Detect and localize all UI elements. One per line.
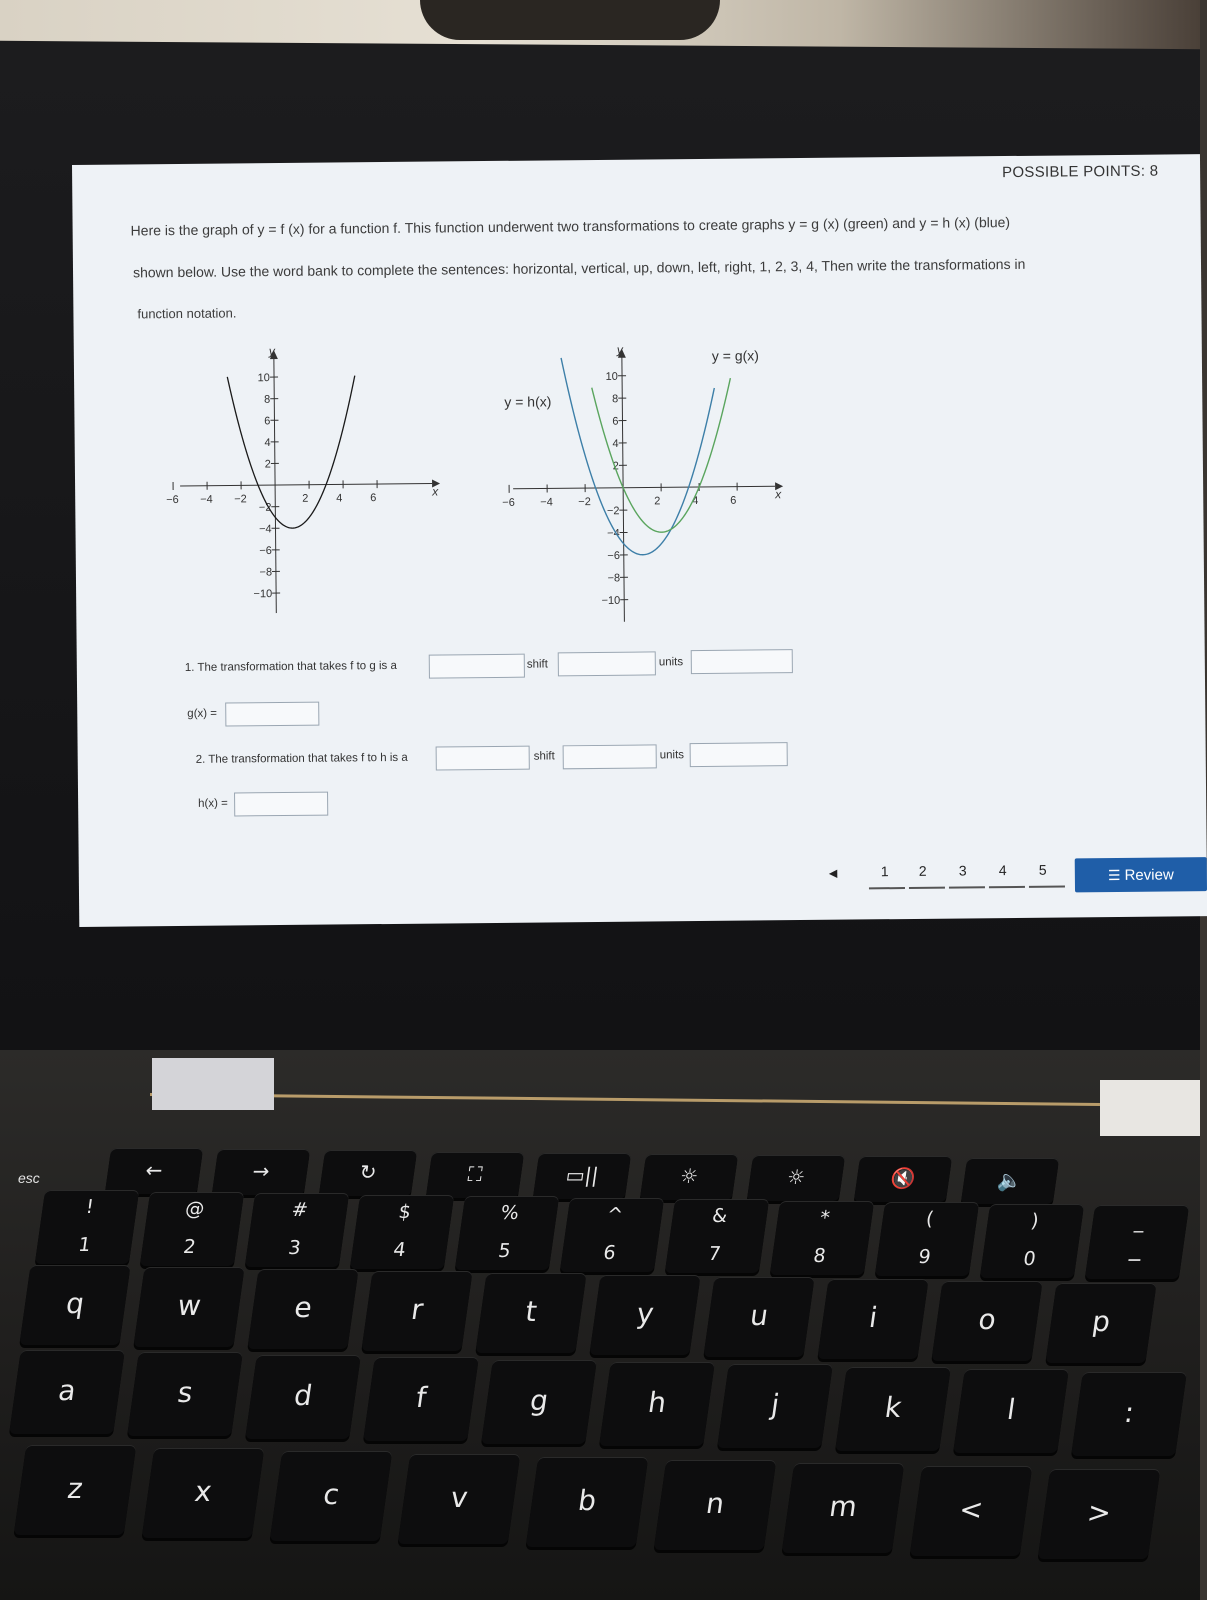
review-button[interactable]	[1075, 857, 1207, 892]
page-1-underline	[869, 887, 905, 889]
function-key-4-label: ⛶	[466, 1161, 484, 1186]
number-key-5[interactable]	[455, 1196, 559, 1270]
graph-f-x-tick-label: 6	[370, 492, 377, 505]
page-2[interactable]: 2	[918, 862, 927, 879]
graph-f-y-tick-label: −8	[259, 566, 273, 579]
graph-f-y-tick-label: 6	[264, 415, 271, 428]
graph-gh-x-tick-label: 2	[654, 495, 661, 508]
part2-shift-label: shift	[533, 750, 555, 763]
function-key-9[interactable]	[961, 1158, 1059, 1204]
laptop-screen	[72, 154, 1207, 927]
key-n-label: n	[704, 1486, 727, 1520]
number-key-3-label: 3	[286, 1237, 303, 1259]
number-key-5-label: 5	[496, 1240, 513, 1262]
graph-f-y-tick-label: −6	[259, 544, 272, 558]
part1-function-label: g(x) =	[187, 707, 218, 720]
key-comma-label: <	[957, 1492, 986, 1526]
number-key-7-label: 7	[706, 1243, 723, 1265]
key-i[interactable]	[817, 1279, 928, 1359]
page-4[interactable]: 4	[998, 862, 1007, 879]
function-key-7[interactable]	[747, 1155, 845, 1201]
function-key-4[interactable]	[426, 1152, 524, 1198]
key-o-label: o	[976, 1302, 999, 1336]
key-t[interactable]	[475, 1273, 586, 1353]
key-x-label: x	[192, 1474, 214, 1508]
number-key-0[interactable]	[980, 1204, 1084, 1278]
graph-f	[166, 343, 442, 636]
key-a[interactable]	[9, 1350, 125, 1434]
number-key-7-label: &	[710, 1205, 729, 1227]
key-j-label: j	[769, 1388, 782, 1422]
key-y-label: y	[634, 1296, 656, 1330]
graph-f-y-tick-label: 4	[264, 436, 271, 449]
graph-f-x-tick-label: 4	[336, 492, 343, 505]
part1-type-input[interactable]	[429, 654, 525, 679]
key-j[interactable]	[717, 1364, 833, 1448]
question-line-1: Here is the graph of y = f (x) for a function f. This function underwent two transformations to create graphs y = g (x) (green) and y = h (x) (blue)	[130, 213, 1011, 239]
key-c[interactable]	[270, 1451, 393, 1541]
key-period[interactable]	[1038, 1469, 1161, 1559]
number-key-9[interactable]	[875, 1202, 979, 1276]
function-key-5-label: ▭||	[564, 1162, 601, 1187]
label-g: y = g(x)	[711, 347, 760, 364]
graph-f-x-tick-label: −2	[234, 493, 247, 506]
graph-gh-x-tick-label: 6	[730, 494, 737, 507]
page-2-underline	[909, 887, 945, 889]
number-key-8-label: 8	[811, 1244, 828, 1267]
key-n[interactable]	[654, 1460, 777, 1550]
key-comma[interactable]	[910, 1466, 1033, 1556]
number-key-1[interactable]	[35, 1190, 139, 1264]
number-key-8-label: *	[818, 1206, 832, 1229]
background-lamp	[420, 0, 720, 40]
part1-direction-input[interactable]	[691, 649, 793, 674]
graph-gh-y-tick-label: 8	[612, 393, 619, 406]
graph-f-x-tick-label: −6	[166, 493, 179, 507]
key-h-label: h	[646, 1385, 669, 1419]
number-key-5-label: %	[499, 1202, 521, 1224]
question-line-3: function notation.	[137, 305, 237, 322]
key-z-label: z	[65, 1471, 85, 1505]
graph-gh-y-tick-label: −10	[601, 594, 621, 607]
key-period-label: >	[1085, 1495, 1114, 1529]
function-key-8[interactable]	[854, 1156, 952, 1202]
key-s-label: s	[175, 1376, 195, 1410]
page-3[interactable]: 3	[958, 862, 967, 879]
part2-function-label: h(x) =	[198, 797, 228, 810]
key-g-label: g	[528, 1383, 551, 1417]
graph-f-x-tick-label: −4	[200, 493, 213, 506]
key-l-label: l	[1005, 1393, 1018, 1427]
number-key-2-label: @	[183, 1197, 206, 1220]
function-key-9-label: 🔈	[996, 1167, 1025, 1192]
graph-gh-y-tick-label: 2	[612, 460, 619, 473]
key-o[interactable]	[931, 1281, 1042, 1361]
key-i-label: i	[867, 1300, 880, 1334]
key-d[interactable]	[245, 1355, 361, 1439]
key-t-label: t	[523, 1294, 540, 1328]
key-p-label: p	[1090, 1304, 1113, 1338]
key-w[interactable]	[133, 1267, 244, 1347]
number-key-2-label: 2	[181, 1235, 198, 1258]
graph-gh-y-tick-label: −4	[607, 527, 620, 540]
number-key-6-label: 6	[601, 1241, 618, 1264]
key-s[interactable]	[127, 1352, 243, 1436]
key-u[interactable]	[703, 1277, 814, 1357]
graph-gh-x-tick-label: −6	[502, 496, 515, 509]
part1-sentence: 1. The transformation that takes f to g is a	[184, 659, 397, 674]
key-z[interactable]	[14, 1445, 137, 1535]
key-e-label: e	[292, 1290, 315, 1324]
graph-f-y-tick-label: −4	[259, 523, 272, 536]
page-4-underline	[989, 886, 1025, 888]
key-v-label: v	[448, 1480, 470, 1514]
graph-f-curve	[227, 376, 356, 529]
review-label: Review	[1124, 865, 1174, 884]
possible-points: POSSIBLE POINTS: 8	[1002, 162, 1159, 182]
graph-f-y-tick-label: −10	[253, 588, 273, 601]
part2-direction-input[interactable]	[690, 742, 788, 767]
number-key-6[interactable]	[560, 1198, 664, 1272]
graph-gh-x-tick-label: −4	[540, 496, 553, 509]
key-q[interactable]	[19, 1265, 130, 1345]
function-key-8-label: 🔇	[889, 1166, 918, 1191]
number-key-0-label: )	[1029, 1209, 1041, 1232]
part1-shift-label: shift	[526, 658, 548, 671]
number-key-9-label: 9	[916, 1246, 933, 1268]
graph-f-y-label: y	[268, 344, 275, 359]
key-p[interactable]	[1045, 1283, 1156, 1363]
graph-g-h	[502, 340, 805, 643]
key-r[interactable]	[361, 1271, 472, 1351]
function-key-5[interactable]	[533, 1153, 631, 1199]
number-key-0-label: 0	[1021, 1247, 1038, 1270]
part2-type-input[interactable]	[436, 746, 530, 771]
key-m-label: m	[827, 1489, 860, 1523]
number-key-−-label: −	[1124, 1249, 1144, 1271]
key-q-label: q	[64, 1286, 87, 1320]
number-key-4-label: 4	[391, 1238, 408, 1261]
function-key-2-label: →	[251, 1158, 272, 1183]
key-colon[interactable]	[1071, 1372, 1187, 1456]
graph-f-y-tick-label: 2	[264, 458, 271, 471]
function-key-3[interactable]	[319, 1150, 417, 1196]
page-3-underline	[949, 886, 985, 888]
graph-gh-x-tick-label: −2	[578, 496, 591, 509]
part1-units-label: units	[658, 656, 684, 669]
graph-gh-axes	[512, 347, 785, 623]
key-r-label: r	[409, 1292, 426, 1326]
label-h: y = h(x)	[504, 393, 552, 410]
key-b-label: b	[576, 1483, 599, 1517]
key-d-label: d	[292, 1378, 315, 1412]
number-key-3-label: #	[290, 1199, 310, 1221]
page-1[interactable]: 1	[880, 863, 889, 880]
question-line-2: shown below. Use the word bank to complete the sentences: horizontal, vertical, up, down, left, right, 1, 2, 3, 4, Then write the transformations in	[132, 255, 1026, 281]
key-f[interactable]	[363, 1357, 479, 1441]
right-sticker	[1100, 1080, 1200, 1136]
number-key-4[interactable]	[350, 1195, 454, 1269]
key-e[interactable]	[247, 1269, 358, 1349]
graph-gh-y-tick-label: 6	[612, 415, 619, 428]
key-c-label: c	[321, 1477, 342, 1511]
graph-f-y-tick-label: 10	[257, 372, 270, 385]
key-g[interactable]	[481, 1360, 597, 1444]
key-colon-label: :	[1122, 1395, 1137, 1429]
function-key-2[interactable]	[212, 1149, 310, 1195]
key-y[interactable]	[589, 1275, 700, 1355]
part2-sentence: 2. The transformation that takes f to h is a	[195, 751, 408, 766]
graph-gh-x-axis	[513, 486, 775, 489]
function-key-1-label: ←	[144, 1157, 165, 1182]
graph-gh-x-label: x	[775, 487, 782, 502]
triangle-left-icon[interactable]: ◀	[828, 867, 838, 880]
key-b[interactable]	[526, 1457, 649, 1547]
key-u-label: u	[748, 1298, 771, 1332]
number-key-9-label: (	[924, 1208, 936, 1230]
key-w-label: w	[175, 1288, 204, 1322]
review-list-icon: ☰	[1107, 866, 1121, 883]
key-h[interactable]	[599, 1362, 715, 1446]
number-key-7[interactable]	[665, 1199, 769, 1273]
number-key-3[interactable]	[245, 1193, 349, 1267]
number-key-1-label: 1	[76, 1234, 93, 1256]
key-v[interactable]	[398, 1454, 521, 1544]
part1-notation-input[interactable]	[225, 702, 319, 727]
function-key-1[interactable]	[105, 1148, 203, 1194]
graph-gh-y-tick-label: 4	[612, 437, 619, 451]
part2-units-label: units	[659, 749, 685, 762]
graph-gh-y-tick-label: 10	[605, 370, 618, 383]
number-key-−[interactable]	[1085, 1205, 1189, 1279]
function-key-6-label: ☼	[678, 1163, 700, 1188]
number-key-6-label: ^	[605, 1203, 625, 1226]
function-key-6[interactable]	[640, 1154, 738, 1200]
graph-f-x-label: x	[432, 484, 439, 499]
left-sticker	[152, 1058, 274, 1110]
part1-amount-input[interactable]	[558, 651, 656, 676]
graph-f-x-tick-label: 2	[302, 492, 309, 505]
key-m[interactable]	[782, 1463, 905, 1553]
key-l[interactable]	[953, 1369, 1069, 1453]
key-f-label: f	[413, 1381, 429, 1415]
esc-key-label: esc	[18, 1170, 40, 1186]
number-key-2[interactable]	[140, 1192, 244, 1266]
graph-gh-y-tick-label: −6	[607, 549, 620, 563]
graph-gh-x-tick-label: 4	[692, 495, 699, 508]
part2-notation-input[interactable]	[234, 792, 328, 817]
key-k[interactable]	[835, 1367, 951, 1451]
function-key-7-label: ☼	[785, 1164, 807, 1189]
graph-f-y-tick-label: 8	[264, 393, 271, 406]
graph-f-x-axis	[180, 484, 432, 486]
page-5-underline	[1029, 886, 1065, 888]
graph-f-axes	[179, 348, 442, 613]
function-key-3-label: ↻	[358, 1160, 379, 1185]
graph-gh-y-label: y	[616, 342, 623, 357]
graph-gh-y-tick-label: −8	[607, 572, 621, 585]
number-key-4-label: $	[397, 1200, 413, 1223]
key-k-label: k	[882, 1390, 904, 1424]
page-5[interactable]: 5	[1038, 861, 1047, 878]
graph-gh-y-tick-label: −2	[606, 505, 620, 518]
number-key-1-label: !	[84, 1196, 96, 1218]
key-a-label: a	[56, 1373, 79, 1407]
number-key-−-label: _	[1133, 1211, 1147, 1233]
key-x[interactable]	[142, 1448, 265, 1538]
graph-h-curve-blue	[561, 356, 716, 555]
number-key-8[interactable]	[770, 1201, 874, 1275]
graph-f-y-tick-label: −2	[258, 501, 272, 514]
part2-amount-input[interactable]	[563, 744, 657, 769]
